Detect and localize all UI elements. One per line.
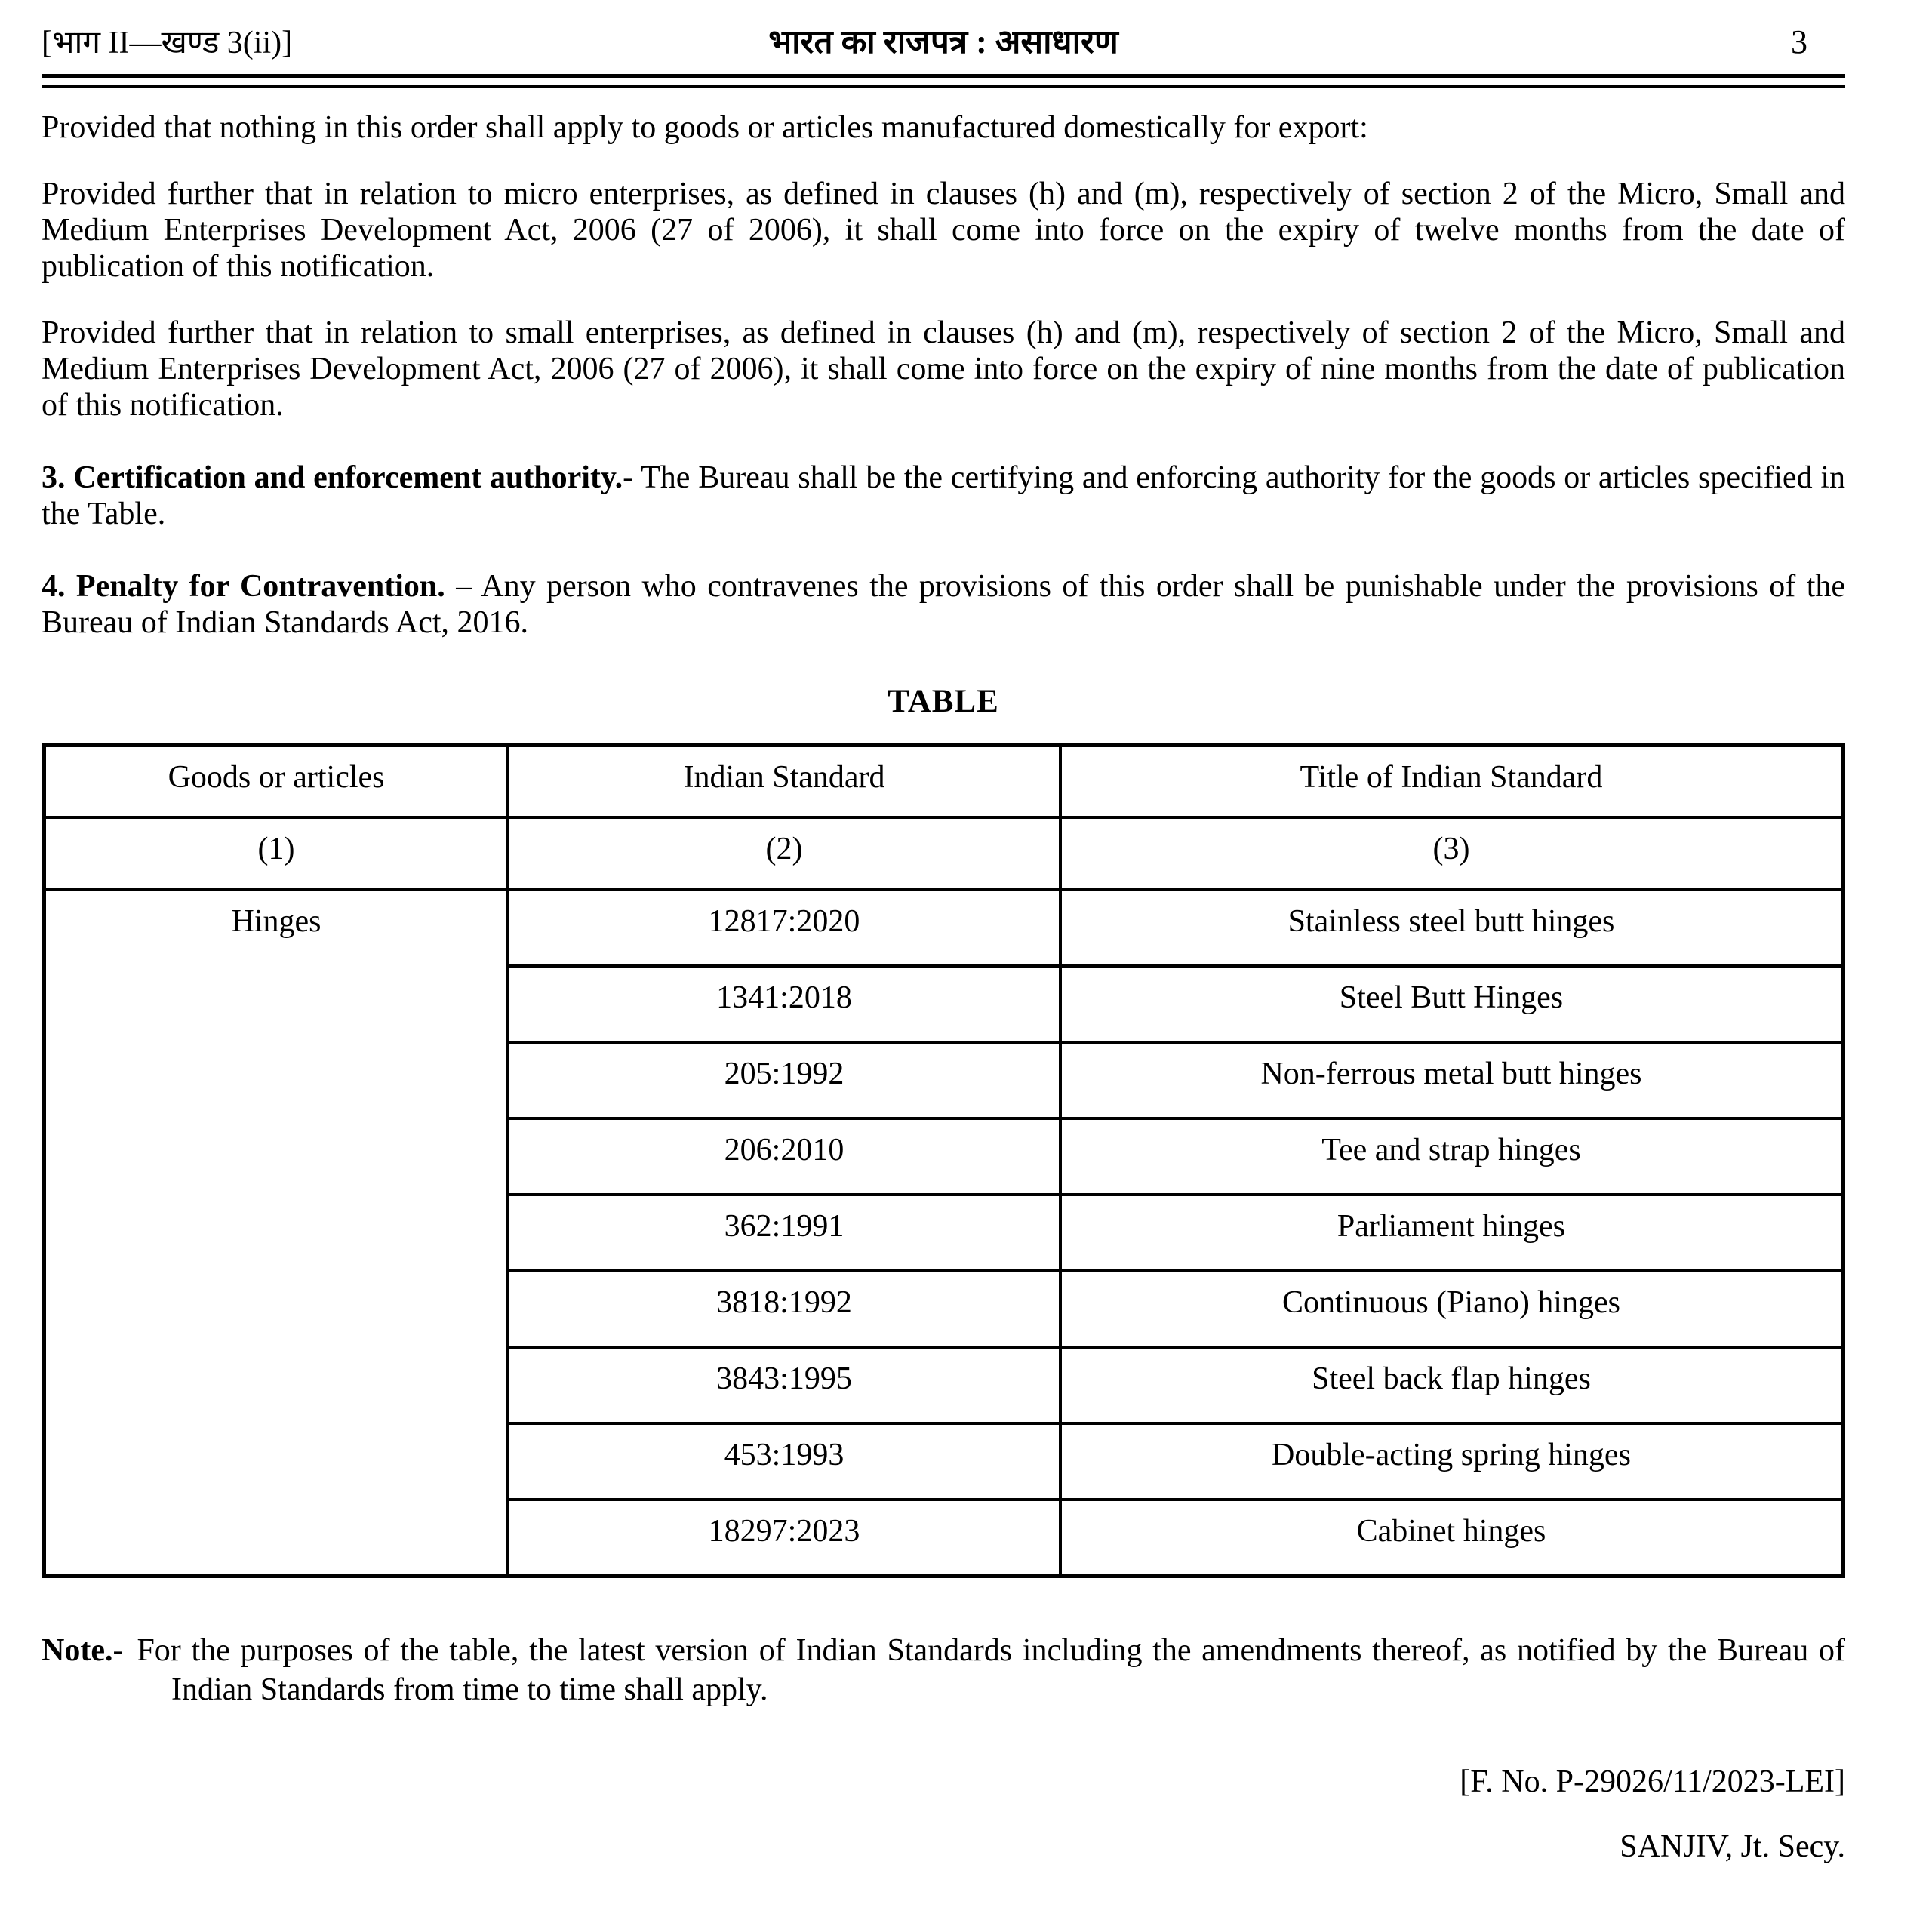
file-number: [F. No. P-29026/11/2023-LEI] [1460,1764,1845,1799]
section-heading: 4. Penalty for Contravention. [42,569,445,604]
section-heading: 3. Certification and enforcement authority.- [42,460,634,495]
standard-cell: 362:1991 [508,1195,1060,1271]
title-cell: Steel Butt Hinges [1060,966,1843,1042]
title-cell: Non-ferrous metal butt hinges [1060,1042,1843,1118]
section-body: The Bureau shall be the certifying and enforcing authority for the goods or articles specified in the Table. [42,460,1846,531]
note-paragraph [42,1631,1845,1709]
section-penalty [42,568,1845,641]
table-row [44,890,1843,966]
column-number-3: (3) [1060,817,1843,890]
title-cell: Cabinet hinges [1060,1500,1843,1576]
standard-cell: 453:1993 [508,1423,1060,1500]
proviso-paragraph: Provided that nothing in this order shall apply to goods or articles manufactured domestically for export: [42,110,1368,145]
standard-cell: 205:1992 [508,1042,1060,1118]
header-part-section: [भाग II—खण्ड 3(ii)] [42,26,293,60]
column-header-title: Title of Indian Standard [1060,745,1843,817]
title-cell: Double-acting spring hinges [1060,1423,1843,1500]
title-cell: Tee and strap hinges [1060,1118,1843,1195]
standard-cell: 18297:2023 [508,1500,1060,1576]
column-number-row [44,817,1843,890]
goods-cell: Hinges [44,890,508,1576]
proviso-paragraph: Provided further that in relation to micro enterprises, as defined in clauses (h) and (m), respectively of section 2 of the Micro, Small and Medium Enterprises Development Act, 2006 (27 of 2006), it shall come into force on the expiry of twelve months from the date of publication of this notification. [42,177,1845,284]
header-gazette-title: भारत का राजपत्र : असाधारण [768,23,1118,60]
title-cell: Parliament hinges [1060,1195,1843,1271]
title-cell: Continuous (Piano) hinges [1060,1271,1843,1347]
signatory: SANJIV, Jt. Secy. [1620,1829,1845,1864]
column-number-2: (2) [508,817,1060,890]
section-certification [42,460,1845,532]
standard-cell: 3818:1992 [508,1271,1060,1347]
column-number-1: (1) [44,817,508,890]
standard-cell: 1341:2018 [508,966,1060,1042]
standard-cell: 12817:2020 [508,890,1060,966]
table-title: TABLE [888,684,999,719]
standards-table [42,743,1845,1578]
page-number: 3 [1791,23,1807,60]
column-header-standard: Indian Standard [508,745,1060,817]
header-divider-rule [42,74,1845,88]
title-cell: Stainless steel butt hinges [1060,890,1843,966]
standard-cell: 3843:1995 [508,1347,1060,1423]
page-header [42,23,1845,66]
standard-cell: 206:2010 [508,1118,1060,1195]
section-body: – Any person who contravenes the provisions of this order shall be punishable under the provisions of the Bureau of Indian Standards Act, 2016. [42,569,1846,640]
note-label: Note.- [42,1633,124,1668]
proviso-paragraph: Provided further that in relation to small enterprises, as defined in clauses (h) and (m), respectively of section 2 of the Micro, Small and Medium Enterprises Development Act, 2006 (27 of 2006), it shall come into force on the expiry of nine months from the date of publication of this notification. [42,315,1845,423]
table-header-row [44,745,1843,817]
title-cell: Steel back flap hinges [1060,1347,1843,1423]
note-text: For the purposes of the table, the latest version of Indian Standards including the amendments thereof, as notified by the Bureau of Indian Standards from time to time shall apply. [137,1633,1845,1707]
column-header-goods: Goods or articles [44,745,508,817]
